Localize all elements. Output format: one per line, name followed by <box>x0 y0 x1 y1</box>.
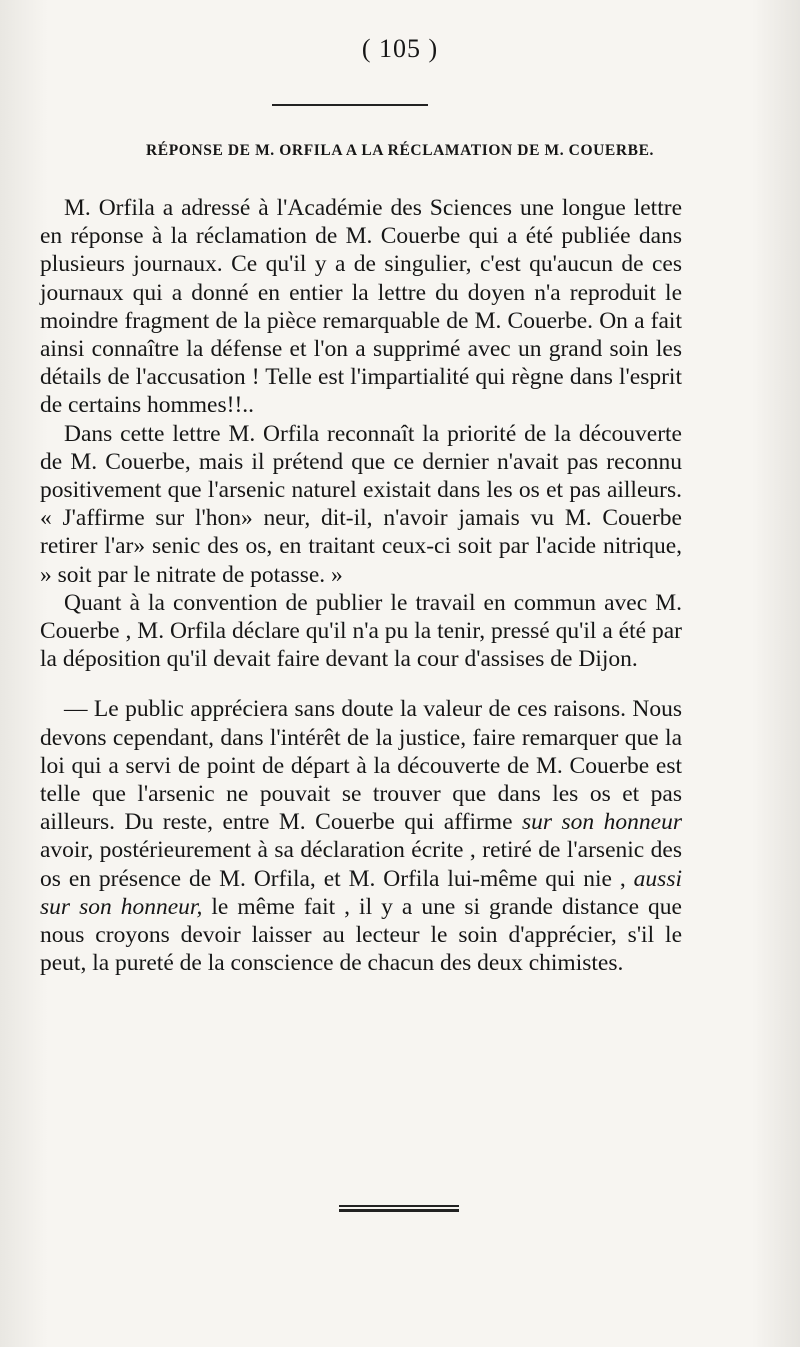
paragraph-3: Quant à la convention de publier le travail en commun avec M. Couerbe , M. Orfila déclare qu'il n'a pu la tenir, pressé qu'il a été par la déposition qu'il devait faire devant la cour d'assises de Dijon. <box>40 589 682 673</box>
emphasis-aussi-sur-son-honneur: aussi sur son honneur, <box>40 865 682 920</box>
page-number: ( 105 ) <box>361 34 439 63</box>
section-heading: RÉPONSE DE M. ORFILA A LA RÉCLAMATION DE M. COUERBE. <box>145 142 655 159</box>
paragraph-4-part-a: — Le public appréciera sans doute la valeur de ces raisons. Nous devons cependant, dans l'intérêt de la justice, faire remarquer que la loi qui a servi de point de départ à la découverte de M. Couerbe est telle que l'arsenic ne pouvait se trouver que dans les os et pas ailleurs. Du reste, entre M. Couerbe qui affirme <box>40 696 682 836</box>
top-rule <box>272 104 428 106</box>
article-body <box>40 194 682 977</box>
paragraph-4 <box>40 695 682 977</box>
paragraph-2: Dans cette lettre M. Orfila reconnaît la priorité de la découverte de M. Couerbe, mais il prétend que ce dernier n'avait pas reconnu positivement que l'arsenic naturel existait dans les os et pas ailleurs. « J'affirme sur l'hon» neur, dit-il, n'avoir jamais vu M. Couerbe retirer l'ar» senic des os, en traitant ceux-ci soit par l'acide nitrique, » soit par le nitrate de potasse. » <box>40 420 682 588</box>
closing-double-rule <box>339 1205 459 1212</box>
paragraph-4-part-c: le même fait , il y a une si grande distance que nous croyons devoir laisser au lecteur le soin d'apprécier, s'il le peut, la pureté de la conscience de chacun des deux chimistes. <box>40 893 682 977</box>
emphasis-sur-son-honneur: sur son honneur <box>522 809 682 836</box>
paragraph-1: M. Orfila a adressé à l'Académie des Sciences une longue lettre en réponse à la réclamation de M. Couerbe qui a été publiée dans plusieurs journaux. Ce qu'il y a de singulier, c'est qu'aucun de ces journaux qui a donné en entier la lettre du doyen n'a reproduit le moindre fragment de la pièce remarquable de M. Couerbe. On a fait ainsi connaître la défense et l'on a supprimé avec un grand soin les détails de l'accusation ! Telle est l'impartialité qui règne dans l'esprit de certains hommes!!.. <box>40 195 682 419</box>
paragraph-4-part-b: avoir, postérieurement à sa déclaration écrite , retiré de l'arsenic des os en présence de M. Orfila, et M. Orfila lui-même qui nie , <box>40 837 682 892</box>
